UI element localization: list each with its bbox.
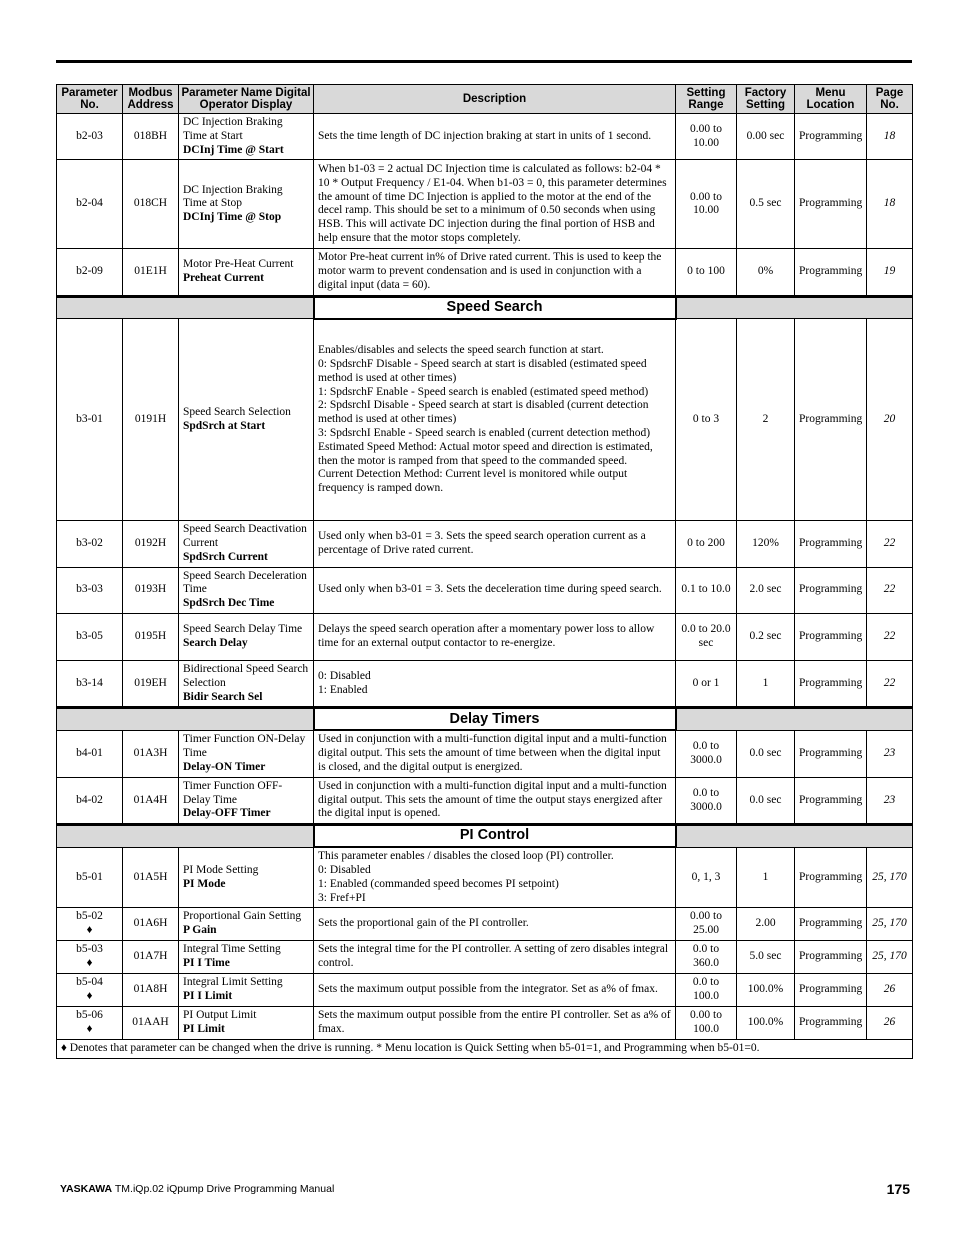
table-row xyxy=(57,730,913,777)
page-no: 18 xyxy=(867,114,913,160)
param-name-text: Bidirectional Speed Search Selection xyxy=(183,663,309,689)
footer xyxy=(60,1183,334,1195)
factory-setting: 0.00 sec xyxy=(737,114,795,160)
menu-location: Programming xyxy=(795,908,867,941)
factory-setting: 100.0% xyxy=(737,1007,795,1040)
section-pi-control-title: PI Control xyxy=(314,825,676,848)
param-name xyxy=(179,567,314,613)
run-change-mark: ♦ xyxy=(86,990,93,1003)
table-row xyxy=(57,974,913,1007)
modbus-address: 01A8H xyxy=(123,974,179,1007)
param-name xyxy=(179,777,314,824)
param-no-text: b2-03 xyxy=(76,129,103,142)
operator-display: PI I Limit xyxy=(183,990,233,1003)
page-no: 22 xyxy=(867,567,913,613)
modbus-address: 01A7H xyxy=(123,941,179,974)
table-row xyxy=(57,847,913,908)
setting-range: 0.0 to 20.0 sec xyxy=(676,614,737,661)
menu-location: Programming xyxy=(795,777,867,824)
setting-range: 0 or 1 xyxy=(676,661,737,708)
setting-range: 0, 1, 3 xyxy=(676,847,737,908)
page-no: 22 xyxy=(867,661,913,708)
header-modbus: Modbus Address xyxy=(123,85,179,114)
param-no-text: b5-02 xyxy=(76,910,103,923)
menu-location: Programming xyxy=(795,974,867,1007)
page-no: 26 xyxy=(867,1007,913,1040)
page-no: 19 xyxy=(867,249,913,296)
param-no xyxy=(57,614,123,661)
run-change-mark: ♦ xyxy=(86,1023,93,1036)
menu-location: Programming xyxy=(795,319,867,521)
table-body xyxy=(57,114,913,1059)
param-no xyxy=(57,160,123,249)
param-name-text: Motor Pre-Heat Current xyxy=(183,258,294,271)
menu-location: Programming xyxy=(795,614,867,661)
table-row xyxy=(57,1007,913,1040)
param-no-text: b5-01 xyxy=(76,870,103,883)
param-no xyxy=(57,730,123,777)
section-pi-control-fill-right xyxy=(676,825,913,848)
factory-setting: 0.2 sec xyxy=(737,614,795,661)
table-row xyxy=(57,941,913,974)
param-name-text: PI Output Limit xyxy=(183,1009,257,1022)
table-row xyxy=(57,614,913,661)
param-name-text: Speed Search Deactivation Current xyxy=(183,523,307,550)
table-row xyxy=(57,521,913,567)
description: Sets the maximum output possible from the entire PI controller. Set as a% of fmax. xyxy=(314,1007,676,1040)
factory-setting: 2 xyxy=(737,319,795,521)
menu-location: Programming xyxy=(795,661,867,708)
factory-setting: 0% xyxy=(737,249,795,296)
setting-range: 0.00 to 100.0 xyxy=(676,1007,737,1040)
menu-location: Programming xyxy=(795,249,867,296)
setting-range: 0 to 200 xyxy=(676,521,737,567)
header-name: Parameter Name Digital Operator Display xyxy=(179,85,314,114)
setting-range: 0.1 to 10.0 xyxy=(676,567,737,613)
param-name xyxy=(179,521,314,567)
param-name xyxy=(179,730,314,777)
page-no: 25, 170 xyxy=(867,847,913,908)
param-no-text: b5-04 xyxy=(76,976,103,989)
factory-setting: 120% xyxy=(737,521,795,567)
param-name xyxy=(179,974,314,1007)
param-name xyxy=(179,661,314,708)
description: 0: Disabled 1: Enabled xyxy=(314,661,676,708)
modbus-address: 018BH xyxy=(123,114,179,160)
param-no-text: b5-06 xyxy=(76,1009,103,1022)
factory-setting: 2.00 xyxy=(737,908,795,941)
operator-display: SpdSrch Dec Time xyxy=(183,597,275,610)
param-name-text: Integral Time Setting xyxy=(183,943,281,956)
header-description: Description xyxy=(314,85,676,114)
footer-title: TM.iQp.02 iQpump Drive Programming Manual xyxy=(114,1183,335,1195)
param-name xyxy=(179,319,314,521)
page-no: 23 xyxy=(867,730,913,777)
table-row xyxy=(57,777,913,824)
setting-range: 0 to 3 xyxy=(676,319,737,521)
param-name-text: DC Injection Braking Time at Stop xyxy=(183,183,283,210)
param-no xyxy=(57,847,123,908)
factory-setting: 1 xyxy=(737,847,795,908)
param-no xyxy=(57,1007,123,1040)
modbus-address: 018CH xyxy=(123,160,179,249)
param-no-text: b3-02 xyxy=(76,537,103,550)
param-name-text: Proportional Gain Setting xyxy=(183,910,302,923)
param-no xyxy=(57,114,123,160)
run-change-mark: ♦ xyxy=(86,924,93,937)
param-name-text: PI Mode Setting xyxy=(183,863,259,876)
description: This parameter enables / disables the closed loop (PI) controller. 0: Disabled 1: Enabled (commanded speed becomes PI setpoint) 3: Fref+PI xyxy=(314,847,676,908)
factory-setting: 0.0 sec xyxy=(737,777,795,824)
param-name xyxy=(179,114,314,160)
description: Motor Pre-heat current in% of Drive rated current. This is used to keep the motor warm to prevent condensation and is used in conjunction with a digital input (data = 60). xyxy=(314,249,676,296)
section-speed-search-fill-left xyxy=(57,296,314,319)
page-no: 20 xyxy=(867,319,913,521)
param-no-text: b2-09 xyxy=(76,265,103,278)
factory-setting: 5.0 sec xyxy=(737,941,795,974)
param-no-text: b4-01 xyxy=(76,747,103,759)
modbus-address: 01AAH xyxy=(123,1007,179,1040)
param-no xyxy=(57,777,123,824)
operator-display: Preheat Current xyxy=(183,272,265,285)
page-no: 22 xyxy=(867,614,913,661)
section-pi-control-row xyxy=(57,825,913,848)
factory-setting: 0.5 sec xyxy=(737,160,795,249)
param-name-text: DC Injection Braking Time at Start xyxy=(183,116,283,142)
param-no xyxy=(57,249,123,296)
modbus-address: 01A3H xyxy=(123,730,179,777)
table-row xyxy=(57,249,913,296)
operator-display: SpdSrch at Start xyxy=(183,419,266,432)
param-no-text: b3-01 xyxy=(76,412,103,425)
setting-range: 0.0 to 360.0 xyxy=(676,941,737,974)
section-delay-timers-fill-left xyxy=(57,708,314,731)
modbus-address: 01A6H xyxy=(123,908,179,941)
section-speed-search-title: Speed Search xyxy=(314,296,676,319)
description: Used only when b3-01 = 3. Sets the deceleration time during speed search. xyxy=(314,567,676,613)
operator-display: P Gain xyxy=(183,924,217,937)
operator-display: Bidir Search Sel xyxy=(183,690,263,703)
header-param-no: Parameter No. xyxy=(57,85,123,114)
description: Sets the integral time for the PI controller. A setting of zero disables integral control. xyxy=(314,941,676,974)
header-range: Setting Range xyxy=(676,85,737,114)
operator-display: PI Limit xyxy=(183,1023,225,1036)
section-delay-timers-row xyxy=(57,708,913,731)
page-no: 22 xyxy=(867,521,913,567)
table-row xyxy=(57,567,913,613)
operator-display: PI Mode xyxy=(183,877,226,890)
header-row xyxy=(57,85,913,114)
description: Used in conjunction with a multi-function digital input and a multi-function digital output. This sets the amount of time between when the digital input is closed, and the digital output is energized. xyxy=(314,730,676,777)
setting-range: 0.0 to 3000.0 xyxy=(676,730,737,777)
operator-display: Delay-ON Timer xyxy=(183,760,266,773)
section-delay-timers-fill-right xyxy=(676,708,913,731)
param-name-text: Integral Limit Setting xyxy=(183,976,283,989)
param-no-text: b5-03 xyxy=(76,943,103,956)
menu-location: Programming xyxy=(795,941,867,974)
description: Delays the speed search operation after a momentary power loss to allow time for an external output contactor to re-energize. xyxy=(314,614,676,661)
operator-display: Delay-OFF Timer xyxy=(183,807,271,820)
modbus-address: 019EH xyxy=(123,661,179,708)
modbus-address: 0192H xyxy=(123,521,179,567)
factory-setting: 0.0 sec xyxy=(737,730,795,777)
top-rule xyxy=(56,60,912,63)
modbus-address: 0193H xyxy=(123,567,179,613)
menu-location: Programming xyxy=(795,730,867,777)
table-row xyxy=(57,114,913,160)
table-row xyxy=(57,661,913,708)
header-factory: Factory Setting xyxy=(737,85,795,114)
page-no: 25, 170 xyxy=(867,908,913,941)
factory-setting: 2.0 sec xyxy=(737,567,795,613)
menu-location: Programming xyxy=(795,847,867,908)
description: When b1-03 = 2 actual DC Injection time is calculated as follows: b2-04 * 10 * Output Frequency / E1-04. When b1-03 = 0, this parameter determines the amount of time DC Injection is applied to the motor at the end of the decel ramp. This should be set to a minimum of 0.50 seconds when using HSB. This will activate DC injection during the final portion of HSB and help ensure that the motor stops completely. xyxy=(314,160,676,249)
param-no xyxy=(57,908,123,941)
operator-display: DCInj Time @ Stop xyxy=(183,211,282,224)
menu-location: Programming xyxy=(795,1007,867,1040)
table-row xyxy=(57,908,913,941)
param-no-text: b2-04 xyxy=(76,197,103,210)
param-no-text: b3-03 xyxy=(76,583,103,596)
setting-range: 0.00 to 25.00 xyxy=(676,908,737,941)
factory-setting: 1 xyxy=(737,661,795,708)
setting-range: 0.0 to 100.0 xyxy=(676,974,737,1007)
section-speed-search-fill-right xyxy=(676,296,913,319)
param-no xyxy=(57,661,123,708)
parameter-table xyxy=(56,84,913,1059)
header-menu: Menu Location xyxy=(795,85,867,114)
description: Sets the maximum output possible from the integrator. Set as a% of fmax. xyxy=(314,974,676,1007)
footnote-row xyxy=(57,1040,913,1059)
param-no-text: b4-02 xyxy=(76,793,103,806)
param-no xyxy=(57,319,123,521)
param-no xyxy=(57,567,123,613)
operator-display: SpdSrch Current xyxy=(183,550,268,563)
footer-brand: YASKAWA xyxy=(60,1183,113,1195)
param-name xyxy=(179,908,314,941)
param-name-text: Timer Function OFF-Delay Time xyxy=(183,779,283,806)
param-name-text: Timer Function ON-Delay Time xyxy=(183,733,306,759)
param-name xyxy=(179,1007,314,1040)
param-name-text: Speed Search Deceleration Time xyxy=(183,569,307,596)
operator-display: PI I Time xyxy=(183,957,230,970)
operator-display: Search Delay xyxy=(183,637,248,650)
description: Used only when b3-01 = 3. Sets the speed search operation current as a percentage of Drive rated current. xyxy=(314,521,676,567)
description: Enables/disables and selects the speed search function at start. 0: SpdsrchF Disable - Speed search at start is disabled (estimated speed method is used at other times) 1: SpdsrchF Enable - Speed search is enabled (estimated speed method) 2: SpdsrchI Disable - Speed search at start is disabled (current detection method is used at other times) 3: SpdsrchI Enable - Speed search is enabled (current detection method) Estimated Speed Method: Actual motor speed and direction is estimated, then the motor is ramped from that speed to the commanded speed. Current Detection Method: Current level is monitored while output frequency is ramped down. xyxy=(314,319,676,521)
param-name xyxy=(179,160,314,249)
page-number: 175 xyxy=(886,1181,910,1197)
modbus-address: 01A5H xyxy=(123,847,179,908)
menu-location: Programming xyxy=(795,521,867,567)
setting-range: 0.00 to 10.00 xyxy=(676,160,737,249)
page-no: 25, 170 xyxy=(867,941,913,974)
table-row xyxy=(57,160,913,249)
param-no xyxy=(57,974,123,1007)
section-pi-control-fill-left xyxy=(57,825,314,848)
setting-range: 0.0 to 3000.0 xyxy=(676,777,737,824)
menu-location: Programming xyxy=(795,114,867,160)
factory-setting: 100.0% xyxy=(737,974,795,1007)
header-page: Page No. xyxy=(867,85,913,114)
section-speed-search-row xyxy=(57,296,913,319)
setting-range: 0.00 to 10.00 xyxy=(676,114,737,160)
modbus-address: 0195H xyxy=(123,614,179,661)
param-name-text: Speed Search Delay Time xyxy=(183,623,303,636)
page-no: 18 xyxy=(867,160,913,249)
operator-display: DCInj Time @ Start xyxy=(183,143,284,156)
param-name-text: Speed Search Selection xyxy=(183,405,291,418)
param-name xyxy=(179,614,314,661)
param-name xyxy=(179,847,314,908)
modbus-address: 01E1H xyxy=(123,249,179,296)
param-name xyxy=(179,249,314,296)
table-row xyxy=(57,319,913,521)
footnote: ♦ Denotes that parameter can be changed when the drive is running. * Menu location is Quick Setting when b5-01=1, and Programming when b5-01=0. xyxy=(57,1040,913,1059)
section-delay-timers-title: Delay Timers xyxy=(314,708,676,731)
param-no xyxy=(57,521,123,567)
param-name xyxy=(179,941,314,974)
setting-range: 0 to 100 xyxy=(676,249,737,296)
param-no xyxy=(57,941,123,974)
param-no-text: b3-14 xyxy=(76,676,103,689)
param-no-text: b3-05 xyxy=(76,630,103,643)
run-change-mark: ♦ xyxy=(86,957,93,970)
page-no: 26 xyxy=(867,974,913,1007)
menu-location: Programming xyxy=(795,567,867,613)
description: Used in conjunction with a multi-function digital input and a multi-function digital output. This sets the amount of time the output stays energized after the digital input is opened. xyxy=(314,777,676,824)
page-no: 23 xyxy=(867,777,913,824)
description: Sets the time length of DC injection braking at start in units of 1 second. xyxy=(314,114,676,160)
description: Sets the proportional gain of the PI controller. xyxy=(314,908,676,941)
modbus-address: 01A4H xyxy=(123,777,179,824)
menu-location: Programming xyxy=(795,160,867,249)
modbus-address: 0191H xyxy=(123,319,179,521)
